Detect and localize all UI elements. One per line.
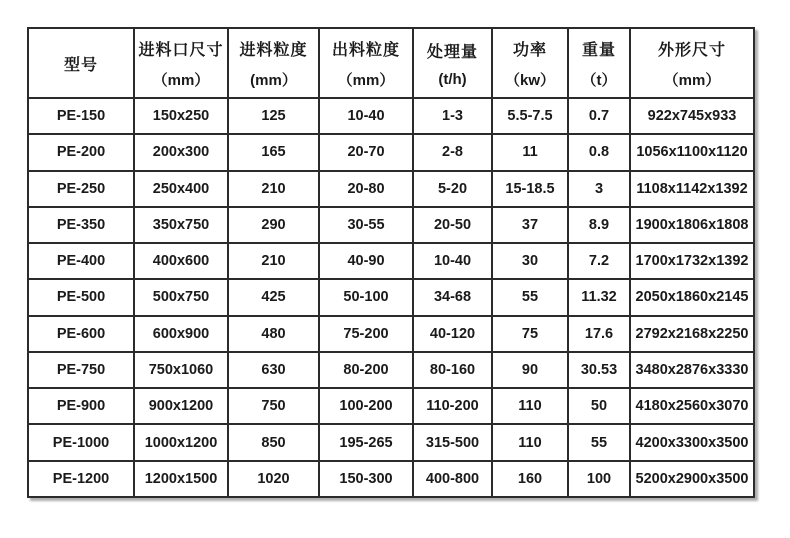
table-cell-weight: 0.7 <box>568 98 630 134</box>
table-cell-dimensions: 2792x2168x2250 <box>630 316 754 352</box>
table-cell-power: 110 <box>492 424 568 460</box>
table-cell-capacity: 110-200 <box>413 388 492 424</box>
table-cell-feed-opening: 200x300 <box>134 134 228 170</box>
table-cell-capacity: 1-3 <box>413 98 492 134</box>
table-cell-model: PE-500 <box>28 279 134 315</box>
col-header-power <box>492 28 568 98</box>
col-header-discharge-size <box>319 28 413 98</box>
table-cell-feed-opening: 1000x1200 <box>134 424 228 460</box>
spec-table <box>27 27 755 498</box>
table-cell-feed-opening: 250x400 <box>134 171 228 207</box>
header-row <box>28 28 754 98</box>
table-cell-discharge-size: 150-300 <box>319 461 413 497</box>
header-label: 型号 <box>63 56 98 74</box>
table-cell-feed-opening: 150x250 <box>134 98 228 134</box>
table-cell-discharge-size: 50-100 <box>319 279 413 315</box>
header-unit: (mm） <box>250 71 297 89</box>
table-cell-discharge-size: 10-40 <box>319 98 413 134</box>
header-unit: （t） <box>581 71 617 89</box>
table-cell-feed-size: 125 <box>228 98 319 134</box>
table-cell-capacity: 5-20 <box>413 171 492 207</box>
table-cell-model: PE-350 <box>28 207 134 243</box>
table-cell-discharge-size: 75-200 <box>319 316 413 352</box>
table-cell-feed-size: 1020 <box>228 461 319 497</box>
table-cell-feed-opening: 750x1060 <box>134 352 228 388</box>
table-cell-model: PE-600 <box>28 316 134 352</box>
table-cell-power: 37 <box>492 207 568 243</box>
table-cell-weight: 7.2 <box>568 243 630 279</box>
table-cell-feed-size: 750 <box>228 388 319 424</box>
table-cell-capacity: 2-8 <box>413 134 492 170</box>
table-row <box>28 134 754 170</box>
table-cell-power: 15-18.5 <box>492 171 568 207</box>
table-cell-capacity: 34-68 <box>413 279 492 315</box>
table-cell-feed-size: 165 <box>228 134 319 170</box>
table-cell-discharge-size: 195-265 <box>319 424 413 460</box>
table-cell-feed-opening: 1200x1500 <box>134 461 228 497</box>
table-cell-power: 5.5-7.5 <box>492 98 568 134</box>
table-cell-feed-opening: 600x900 <box>134 316 228 352</box>
table-cell-power: 160 <box>492 461 568 497</box>
table-cell-capacity: 10-40 <box>413 243 492 279</box>
table-cell-weight: 100 <box>568 461 630 497</box>
table-cell-dimensions: 922x745x933 <box>630 98 754 134</box>
table-cell-model: PE-400 <box>28 243 134 279</box>
table-cell-feed-size: 210 <box>228 243 319 279</box>
table-cell-feed-size: 290 <box>228 207 319 243</box>
table-cell-weight: 0.8 <box>568 134 630 170</box>
table-cell-model: PE-750 <box>28 352 134 388</box>
table-cell-weight: 17.6 <box>568 316 630 352</box>
table-cell-discharge-size: 30-55 <box>319 207 413 243</box>
table-cell-capacity: 80-160 <box>413 352 492 388</box>
table-cell-model: PE-250 <box>28 171 134 207</box>
table-cell-feed-opening: 350x750 <box>134 207 228 243</box>
table-row <box>28 352 754 388</box>
table-cell-feed-opening: 400x600 <box>134 243 228 279</box>
table-cell-weight: 3 <box>568 171 630 207</box>
table-cell-model: PE-900 <box>28 388 134 424</box>
table-cell-discharge-size: 80-200 <box>319 352 413 388</box>
col-header-dimensions <box>630 28 754 98</box>
table-row <box>28 171 754 207</box>
header-label: 进料粒度 <box>239 41 308 59</box>
table-cell-weight: 55 <box>568 424 630 460</box>
table-cell-capacity: 40-120 <box>413 316 492 352</box>
table-body <box>28 98 754 497</box>
table-row <box>28 316 754 352</box>
table-cell-capacity: 315-500 <box>413 424 492 460</box>
table-row <box>28 207 754 243</box>
table-cell-dimensions: 1056x1100x1120 <box>630 134 754 170</box>
table-cell-discharge-size: 40-90 <box>319 243 413 279</box>
table-cell-dimensions: 2050x1860x2145 <box>630 279 754 315</box>
table-cell-discharge-size: 100-200 <box>319 388 413 424</box>
header-unit: (t/h) <box>438 70 467 88</box>
table-cell-dimensions: 1108x1142x1392 <box>630 171 754 207</box>
table-row <box>28 388 754 424</box>
table-cell-feed-size: 480 <box>228 316 319 352</box>
table-cell-dimensions: 4200x3300x3500 <box>630 424 754 460</box>
table-cell-power: 11 <box>492 134 568 170</box>
table-cell-feed-opening: 500x750 <box>134 279 228 315</box>
table-cell-dimensions: 1900x1806x1808 <box>630 207 754 243</box>
header-label: 进料口尺寸 <box>138 41 224 59</box>
table-cell-power: 90 <box>492 352 568 388</box>
header-label: 出料粒度 <box>331 41 400 59</box>
table-cell-power: 75 <box>492 316 568 352</box>
table-cell-dimensions: 4180x2560x3070 <box>630 388 754 424</box>
table-cell-dimensions: 3480x2876x3330 <box>630 352 754 388</box>
table-cell-discharge-size: 20-70 <box>319 134 413 170</box>
header-label: 重量 <box>581 41 616 59</box>
table-cell-feed-opening: 900x1200 <box>134 388 228 424</box>
table-cell-capacity: 20-50 <box>413 207 492 243</box>
table-row <box>28 243 754 279</box>
header-unit: （kw） <box>504 71 555 89</box>
table-cell-power: 110 <box>492 388 568 424</box>
col-header-feed-opening <box>134 28 228 98</box>
table-row <box>28 424 754 460</box>
table-cell-model: PE-150 <box>28 98 134 134</box>
table-cell-capacity: 400-800 <box>413 461 492 497</box>
table-cell-model: PE-1000 <box>28 424 134 460</box>
header-label: 功率 <box>512 41 547 59</box>
table-cell-dimensions: 1700x1732x1392 <box>630 243 754 279</box>
table-cell-weight: 50 <box>568 388 630 424</box>
table-cell-feed-size: 850 <box>228 424 319 460</box>
header-unit: （mm） <box>152 71 210 89</box>
table-cell-model: PE-200 <box>28 134 134 170</box>
table-cell-weight: 11.32 <box>568 279 630 315</box>
table-cell-model: PE-1200 <box>28 461 134 497</box>
table-cell-weight: 8.9 <box>568 207 630 243</box>
table-cell-feed-size: 630 <box>228 352 319 388</box>
col-header-feed-size <box>228 28 319 98</box>
header-unit: （mm） <box>337 71 395 89</box>
table-row <box>28 98 754 134</box>
col-header-model <box>28 28 134 98</box>
header-unit: （mm） <box>663 71 721 89</box>
table-cell-discharge-size: 20-80 <box>319 171 413 207</box>
header-label: 处理量 <box>426 43 478 61</box>
col-header-weight <box>568 28 630 98</box>
table-cell-dimensions: 5200x2900x3500 <box>630 461 754 497</box>
table-cell-power: 30 <box>492 243 568 279</box>
table-cell-weight: 30.53 <box>568 352 630 388</box>
header-label: 外形尺寸 <box>657 41 726 59</box>
col-header-capacity <box>413 28 492 98</box>
table-cell-feed-size: 425 <box>228 279 319 315</box>
table-row <box>28 461 754 497</box>
table-row <box>28 279 754 315</box>
table-cell-power: 55 <box>492 279 568 315</box>
table-cell-feed-size: 210 <box>228 171 319 207</box>
